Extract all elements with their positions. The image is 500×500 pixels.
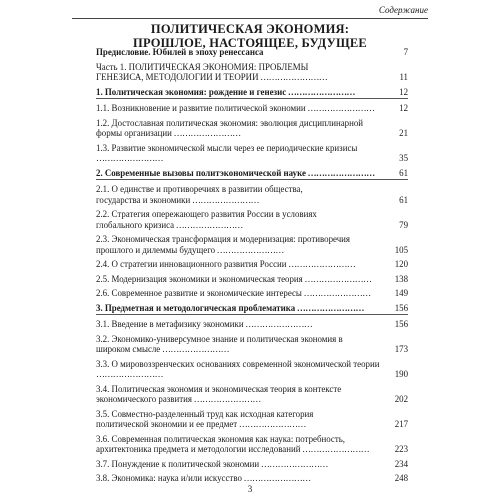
table-of-contents <box>96 47 408 488</box>
toc-entry-text <box>96 473 382 484</box>
toc-entry-line: политической экономии и ее предмет <box>96 419 238 429</box>
toc-entry-text <box>96 434 382 455</box>
toc-entry-text <box>96 103 382 114</box>
toc-entry-text <box>96 274 382 285</box>
toc-entry-page: 61 <box>399 167 408 178</box>
toc-part-line-2: ГЕНЕЗИСА, МЕТОДОЛОГИИ И ТЕОРИИ <box>96 72 259 82</box>
toc-entry-text <box>96 184 382 205</box>
toc-entry[interactable] <box>96 288 408 299</box>
toc-entry-page: 234 <box>394 458 408 469</box>
toc-entry-page: 248 <box>394 473 408 483</box>
toc-entry-text <box>96 118 382 139</box>
toc-entry-text <box>96 143 382 164</box>
toc-entry-text: Предисловие. Юбилей в эпоху ренессанса <box>96 47 264 57</box>
toc-entry-page: 61 <box>399 194 408 205</box>
toc-entry[interactable] <box>96 384 408 405</box>
toc-entry[interactable] <box>96 209 408 230</box>
toc-entry-text <box>96 303 382 314</box>
toc-entry[interactable] <box>96 103 408 114</box>
toc-entry[interactable] <box>96 184 408 205</box>
toc-part-line-1: Часть 1. ПОЛИТИЧЕСКАЯ ЭКОНОМИЯ: ПРОБЛЕМЫ <box>96 61 309 72</box>
toc-entry-list <box>96 87 408 488</box>
toc-entry-text <box>96 359 382 380</box>
toc-entry[interactable] <box>96 359 408 380</box>
toc-entry-text <box>96 209 382 230</box>
toc-entry-line: 2.4. О стратегии инновационного развития России <box>96 259 287 269</box>
toc-entry[interactable] <box>96 459 408 470</box>
toc-entry-text <box>96 459 382 470</box>
toc-entry-text <box>96 384 382 405</box>
running-header <box>72 4 428 19</box>
toc-entry-line: формы организации <box>96 128 172 138</box>
toc-entry-text <box>96 87 382 98</box>
toc-entry-page: 7 <box>403 47 408 57</box>
toc-entry-text <box>96 319 382 330</box>
toc-entry-line: 3.1. Введение в метафизику экономики <box>96 319 244 329</box>
toc-entry[interactable] <box>96 334 408 355</box>
toc-entry-page: 35 <box>399 153 408 163</box>
book-title-line-2: ПРОШЛОЕ, НАСТОЯЩЕЕ, БУДУЩЕЕ <box>133 36 367 50</box>
toc-entry[interactable] <box>96 118 408 139</box>
toc-entry[interactable] <box>96 259 408 270</box>
toc-entry-line: прошлого и дилеммы будущего <box>96 244 216 255</box>
toc-entry-line: экономического развития <box>96 394 192 404</box>
toc-entry[interactable] <box>96 168 408 179</box>
running-title: Содержание <box>378 5 428 15</box>
toc-entry-page: 21 <box>399 128 408 138</box>
toc-entry-line: 1. Политическая экономия: рождение и генезис <box>96 86 287 97</box>
toc-entry[interactable] <box>96 409 408 430</box>
section-divider <box>96 98 408 99</box>
toc-entry[interactable] <box>96 143 408 164</box>
toc-entry-line: 3.5. Совместно-разделенный труд как исходная категория <box>96 408 314 419</box>
toc-entry-line: 3.6. Современная политическая экономия как наука: потребность, <box>96 433 345 444</box>
toc-entry-line: 3.2. Экономико-универсумное знание и политическая экономия в <box>96 333 343 344</box>
book-title-line-1: ПОЛИТИЧЕСКАЯ ЭКОНОМИЯ: <box>150 22 350 36</box>
toc-entry-line: архитектоника предмета и методологии исследований <box>96 444 301 454</box>
toc-entry-line: 1.3. Развитие экономической мысли через ее периодические кризисы <box>96 142 358 153</box>
toc-entry-line: 2.5. Модернизация экономики и экономическая теория <box>96 273 303 284</box>
toc-entry[interactable] <box>96 303 408 314</box>
toc-entry-page: 138 <box>394 273 408 284</box>
toc-entry[interactable] <box>96 274 408 285</box>
toc-entry-line: 3.4. Политическая экономия и экономическая теория в контексте <box>96 383 342 394</box>
toc-entry-line: 2.3. Экономическая трансформация и модернизация: противоречия <box>96 234 351 244</box>
toc-entry-text <box>96 288 382 299</box>
page-number: 3 <box>247 484 253 494</box>
toc-entry-line: глобального кризиса <box>96 219 175 230</box>
toc-entry-page: 149 <box>394 288 408 298</box>
toc-entry[interactable] <box>96 434 408 455</box>
toc-entry-text <box>96 168 382 179</box>
toc-entry-text <box>96 334 382 355</box>
toc-entry-page: 12 <box>399 86 408 97</box>
toc-entry-line: 2.6. Современное развитие и экономические интересы <box>96 288 302 298</box>
toc-entry[interactable] <box>96 319 408 330</box>
toc-entry-preface[interactable] <box>96 47 408 58</box>
toc-entry-page: 11 <box>399 72 408 82</box>
toc-entry-line: 1.2. Достославная политическая экономия: эволюция дисциплинарной <box>96 117 364 128</box>
toc-entry-line: 3. Предметная и методологическая проблематика <box>96 302 296 313</box>
toc-entry-page: 120 <box>394 259 408 269</box>
toc-entry-page: 173 <box>394 344 408 354</box>
book-title <box>72 22 428 50</box>
toc-entry-text <box>96 234 382 255</box>
toc-entry-part-1[interactable] <box>96 62 408 83</box>
toc-entry[interactable] <box>96 87 408 98</box>
toc-entry-page: 156 <box>394 302 408 313</box>
toc-entry-page: 202 <box>394 394 408 404</box>
toc-entry-line: 2. Современные вызовы политэкономической науке <box>96 167 306 178</box>
toc-entry-page: 223 <box>394 444 408 454</box>
toc-entry-page: 12 <box>399 103 408 113</box>
toc-entry-line: государства и экономики <box>96 194 191 205</box>
toc-entry-page: 79 <box>399 219 408 230</box>
section-divider <box>96 179 408 180</box>
toc-entry-page: 105 <box>394 244 408 255</box>
toc-entry-page: 190 <box>394 369 408 379</box>
toc-entry-line: 2.1. О единстве и противоречиях в развитии общества, <box>96 184 303 194</box>
toc-entry-line: широком смысле <box>96 344 161 354</box>
toc-entry-line: 3.3. О мировоззренческих основаниях современной экономической теории <box>96 358 380 369</box>
toc-entry-text <box>96 409 382 430</box>
toc-entry-line: 1.1. Возникновение и развитие политической экономии <box>96 103 306 113</box>
toc-entry-line: 3.8. Экономика: наука и/или искусство <box>96 473 242 483</box>
toc-entry-line: 2.2. Стратегия опережающего развития России в условиях <box>96 209 317 219</box>
toc-entry[interactable] <box>96 473 408 484</box>
toc-entry-text <box>96 259 382 270</box>
toc-entry-page: 217 <box>394 419 408 429</box>
toc-entry-line: 3.7. Понуждение к политической экономии <box>96 458 260 469</box>
toc-entry[interactable] <box>96 234 408 255</box>
section-divider <box>96 314 408 315</box>
toc-entry-text <box>96 62 382 83</box>
toc-entry-page: 156 <box>394 319 408 329</box>
